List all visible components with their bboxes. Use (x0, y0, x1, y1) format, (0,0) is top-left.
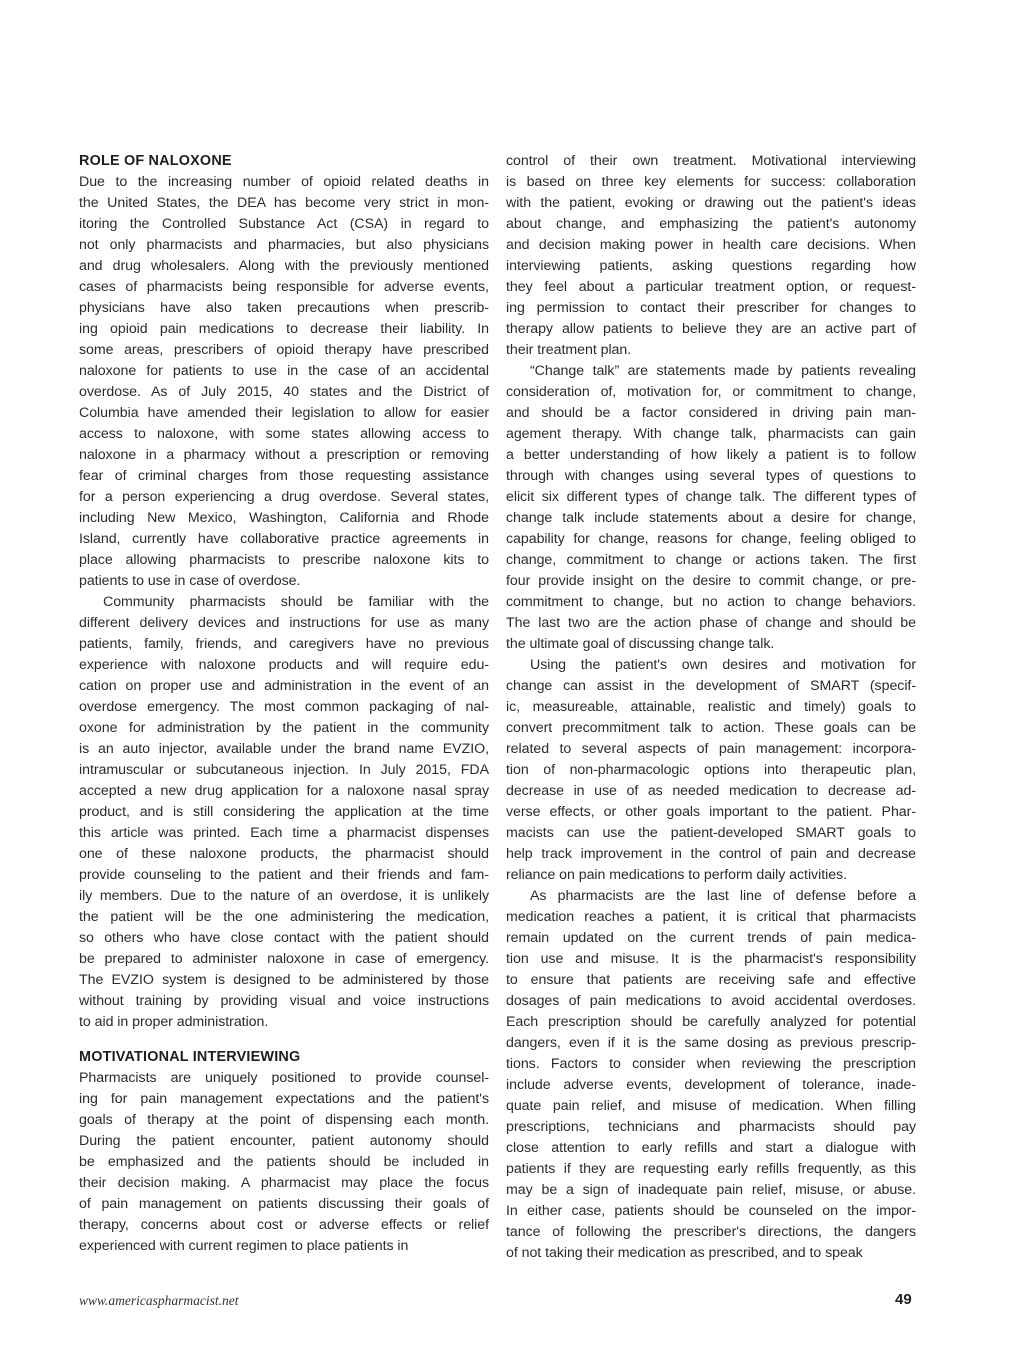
text-line: agement therapy. With change talk, pharmacists can gain (506, 426, 916, 442)
text-line: one of these naloxone products, the pharmacist should (79, 846, 489, 862)
text-line: therapy allow patients to believe they are an active part of (506, 321, 916, 337)
text-line: for a person experiencing a drug overdose. Several states, (79, 489, 489, 505)
text-line: patients, family, friends, and caregivers have no previous (79, 636, 489, 652)
text-line: consideration of, motivation for, or commitment to change, (506, 384, 916, 400)
text-line: tions. Factors to consider when reviewing the prescription (506, 1056, 916, 1072)
footer-website-url: www.americaspharmacist.net (79, 1293, 239, 1308)
text-line: and drug wholesalers. Along with the previously mentioned (79, 258, 489, 274)
text-line: cation on proper use and administration in the event of an (79, 678, 489, 694)
text-line: of pain management on patients discussing their goals of (79, 1196, 489, 1212)
text-line: Island, currently have collaborative practice agreements in (79, 531, 489, 547)
text-line: of not taking their medication as prescribed, and to speak (506, 1245, 863, 1261)
text-line: physicians have also taken precautions when prescrib- (79, 300, 489, 316)
text-line: include adverse events, development of tolerance, inade- (506, 1077, 916, 1093)
text-line: close attention to early refills and start a dialogue with (506, 1140, 916, 1156)
text-line: place allowing pharmacists to prescribe naloxone kits to (79, 552, 489, 568)
text-line: naloxone in a pharmacy without a prescription or removing (79, 447, 489, 463)
text-line: naloxone for patients to use in the case of an accidental (79, 363, 489, 379)
text-line: experienced with current regimen to place patients in (79, 1238, 409, 1254)
text-line: fear of criminal charges from those requesting assistance (79, 468, 489, 484)
text-line: The last two are the action phase of change and should be (506, 615, 916, 631)
text-line: Pharmacists are uniquely positioned to provide counsel- (79, 1070, 489, 1086)
text-line: Using the patient's own desires and motivation for (530, 657, 916, 673)
text-line: decrease in use of as needed medication to decrease ad- (506, 783, 916, 799)
text-line: so others who have close contact with the patient should (79, 930, 489, 946)
text-line: not only pharmacists and pharmacies, but also physicians (79, 237, 489, 253)
text-line: be emphasized and the patients should be included in (79, 1154, 489, 1170)
text-line: be prepared to administer naloxone in case of emergency. (79, 951, 489, 967)
text-line: Due to the increasing number of opioid related deaths in (79, 174, 489, 190)
paragraph (506, 361, 916, 655)
text-line: related to several aspects of pain management: incorpora- (506, 741, 916, 757)
text-line: interviewing patients, asking questions regarding how (506, 258, 916, 274)
text-line: their decision making. A pharmacist may place the focus (79, 1175, 489, 1191)
text-line: a better understanding of how likely a patient is to follow (506, 447, 916, 463)
paragraph (79, 1068, 489, 1257)
text-line: different delivery devices and instructions for use as many (79, 615, 489, 631)
text-line: “Change talk” are statements made by patients revealing (530, 363, 916, 379)
text-line: intramuscular or subcutaneous injection. In July 2015, FDA (79, 762, 489, 778)
text-line: change, commitment to change or actions taken. The first (506, 552, 916, 568)
text-line: including New Mexico, Washington, California and Rhode (79, 510, 489, 526)
text-line: this article was printed. Each time a pharmacist dispenses (79, 825, 489, 841)
text-line: remain updated on the current trends of pain medica- (506, 930, 916, 946)
text-line: tion of non-pharmacologic options into therapeutic plan, (506, 762, 916, 778)
text-line: ing for pain management expectations and the patient's (79, 1091, 489, 1107)
text-line: with the patient, evoking or drawing out the patient's ideas (506, 195, 916, 211)
paragraph (506, 655, 916, 886)
text-line: cases of pharmacists being responsible for adverse events, (79, 279, 489, 295)
heading-role-of-naloxone: ROLE OF NALOXONE (79, 153, 232, 169)
text-line: some areas, prescribers of opioid therapy have prescribed (79, 342, 489, 358)
text-line: control of their own treatment. Motivational interviewing (506, 153, 916, 169)
text-line: four provide insight on the desire to commit change, or pre- (506, 573, 916, 589)
text-line: ic, measureable, attainable, realistic and timely) goals to (506, 699, 916, 715)
text-line: without training by providing visual and voice instructions (79, 993, 489, 1009)
text-line: they feel about a particular treatment option, or request- (506, 279, 916, 295)
paragraph (79, 592, 489, 1033)
text-line: therapy, concerns about cost or adverse effects or relief (79, 1217, 489, 1233)
heading-motivational-interviewing: MOTIVATIONAL INTERVIEWING (79, 1049, 301, 1065)
text-line: is an auto injector, available under the brand name EVZIO, (79, 741, 489, 757)
text-line: Each prescription should be carefully analyzed for potential (506, 1014, 916, 1030)
text-line: the patient will be the one administering the medication, (79, 909, 489, 925)
text-line: the United States, the DEA has become very strict in mon- (79, 195, 489, 211)
text-line: itoring the Controlled Substance Act (CSA) in regard to (79, 216, 489, 232)
text-line: the ultimate goal of discussing change talk. (506, 636, 775, 652)
text-line: As pharmacists are the last line of defense before a (530, 888, 916, 904)
right-column (506, 151, 916, 1264)
text-line: Community pharmacists should be familiar with the (103, 594, 489, 610)
text-line: patients to use in case of overdose. (79, 573, 301, 589)
text-line: tance of following the prescriber's directions, the dangers (506, 1224, 916, 1240)
text-line: and decision making power in health care decisions. When (506, 237, 916, 253)
text-line: Columbia have amended their legislation to allow for easier (79, 405, 489, 421)
text-line: tion use and misuse. It is the pharmacist's responsibility (506, 951, 916, 967)
text-line: During the patient encounter, patient autonomy should (79, 1133, 489, 1149)
text-line: about change, and emphasizing the patient's autonomy (506, 216, 916, 232)
text-line: goals of therapy at the point of dispensing each month. (79, 1112, 489, 1128)
text-line: their treatment plan. (506, 342, 632, 358)
paragraph (506, 151, 916, 361)
paragraph (506, 886, 916, 1264)
text-line: prescriptions, technicians and pharmacists should pay (506, 1119, 916, 1135)
text-line: commitment to change, but no action to change behaviors. (506, 594, 916, 610)
left-column (79, 151, 489, 1257)
text-line: patients if they are requesting early refills frequently, as this (506, 1161, 916, 1177)
text-line: overdose emergency. The most common packaging of nal- (79, 699, 489, 715)
text-line: through with changes using several types of questions to (506, 468, 916, 484)
text-line: The EVZIO system is designed to be administered by those (79, 972, 489, 988)
text-line: access to naloxone, with some states allowing access to (79, 426, 489, 442)
text-line: may be a sign of inadequate pain relief, misuse, or abuse. (506, 1182, 916, 1198)
text-line: quate pain relief, and misuse of medication. When filling (506, 1098, 916, 1114)
text-line: In either case, patients should be counseled on the impor- (506, 1203, 916, 1219)
text-line: verse effects, or other goals important to the patient. Phar- (506, 804, 916, 820)
text-line: experience with naloxone products and will require edu- (79, 657, 489, 673)
text-line: product, and is still considering the application at the time (79, 804, 489, 820)
text-line: reliance on pain medications to perform daily activities. (506, 867, 847, 883)
page-number: 49 (895, 1291, 912, 1308)
text-line: change can assist in the development of SMART (specif- (506, 678, 916, 694)
text-line: capability for change, reasons for change, feeling obliged to (506, 531, 916, 547)
text-line: medication reaches a patient, it is critical that pharmacists (506, 909, 916, 925)
text-line: dosages of pain medications to avoid accidental overdoses. (506, 993, 916, 1009)
text-line: and should be a factor considered in driving pain man- (506, 405, 916, 421)
text-line: to ensure that patients are receiving safe and effective (506, 972, 916, 988)
text-line: oxone for administration by the patient in the community (79, 720, 489, 736)
text-line: change talk include statements about a desire for change, (506, 510, 916, 526)
text-line: macists can use the patient-developed SMART goals to (506, 825, 916, 841)
text-line: ing opioid pain medications to decrease their liability. In (79, 321, 489, 337)
paragraph (79, 172, 489, 592)
text-line: provide counseling to the patient and their friends and fam- (79, 867, 489, 883)
text-line: dangers, even if it is the same dosing as previous prescrip- (506, 1035, 916, 1051)
text-line: ing permission to contact their prescriber for changes to (506, 300, 916, 316)
text-line: help track improvement in the control of pain and decrease (506, 846, 916, 862)
text-line: ily members. Due to the nature of an overdose, it is unlikely (79, 888, 489, 904)
text-line: is based on three key elements for success: collaboration (506, 174, 916, 190)
text-line: accepted a new drug application for a naloxone nasal spray (79, 783, 489, 799)
text-line: convert precommitment talk to action. These goals can be (506, 720, 916, 736)
text-line: to aid in proper administration. (79, 1014, 269, 1030)
text-line: elicit six different types of change talk. The different types of (506, 489, 916, 505)
text-line: overdose. As of July 2015, 40 states and the District of (79, 384, 489, 400)
